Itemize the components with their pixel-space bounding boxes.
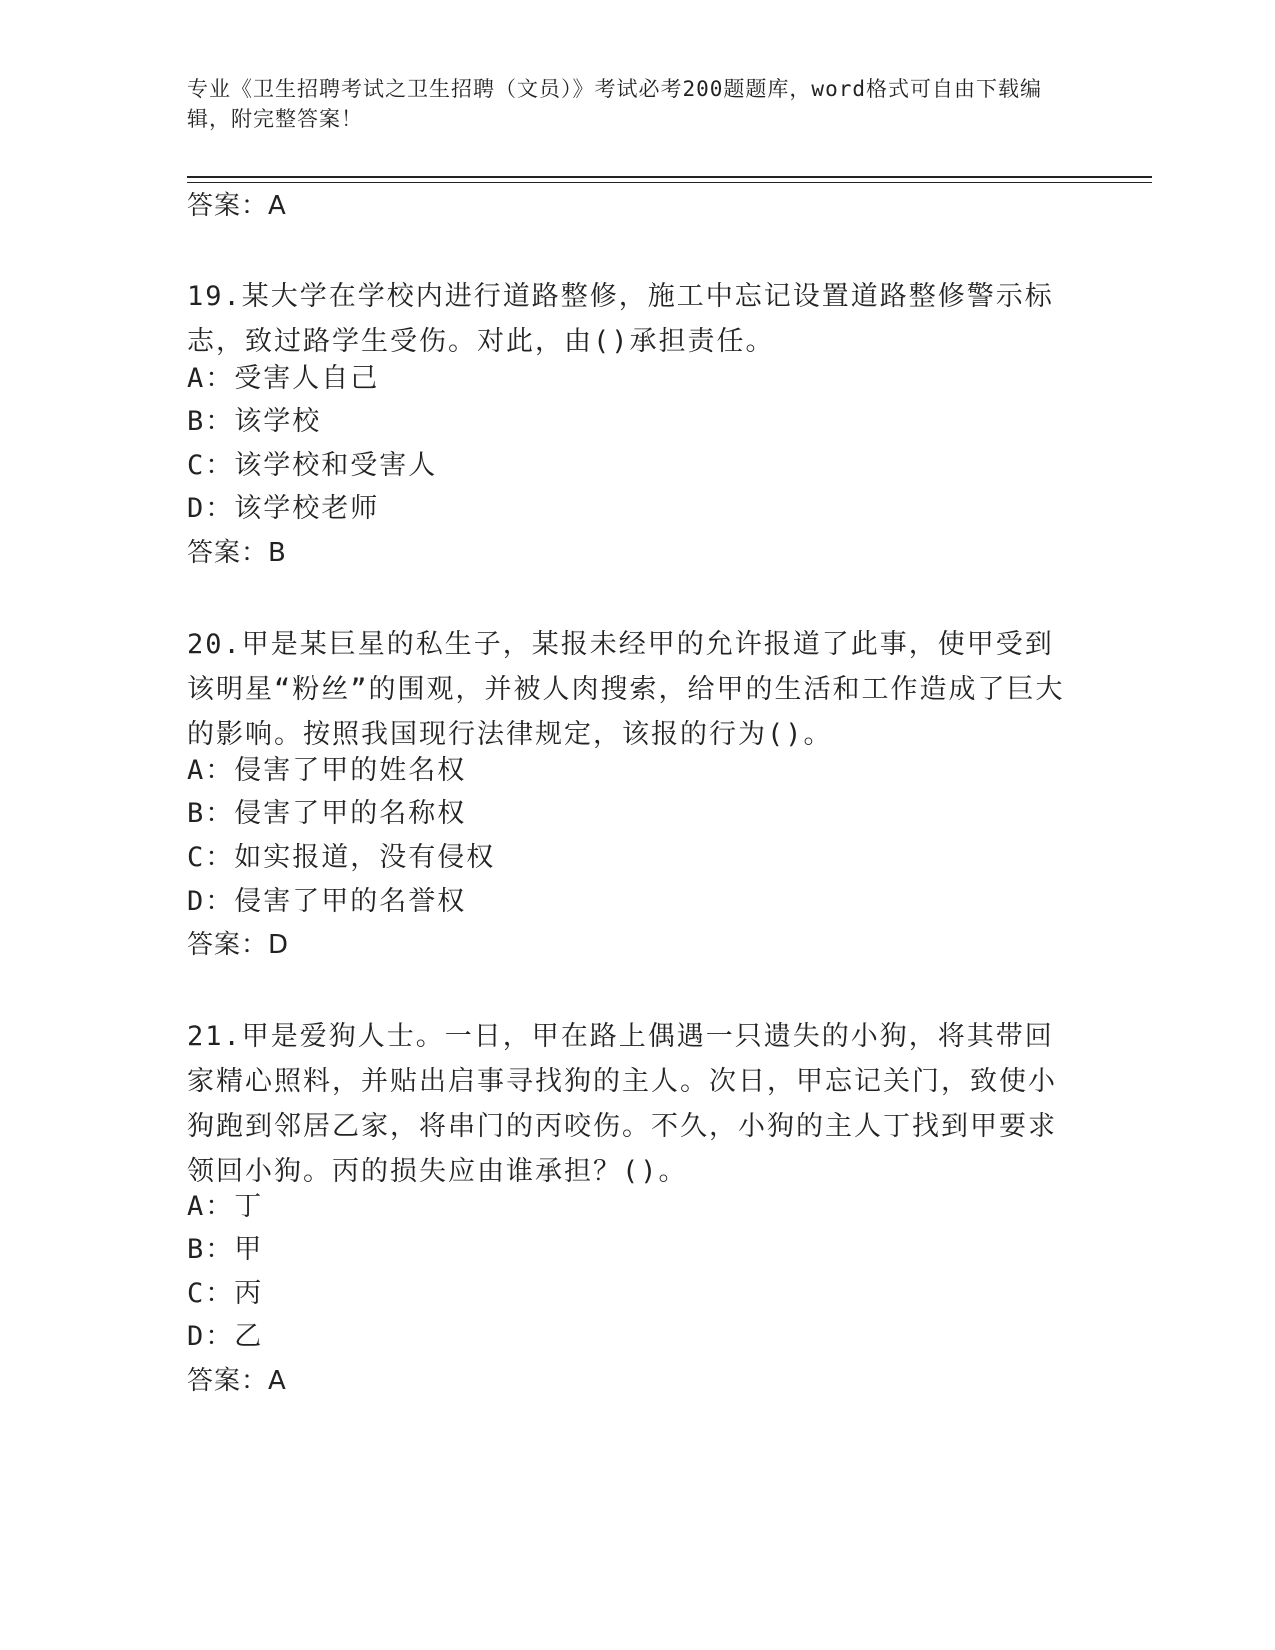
question-20-text: 20.甲是某巨星的私生子，某报未经甲的允许报道了此事，使甲受到该明星“粉丝”的围观，并被人肉搜索，给甲的生活和工作造成了巨大的影响。按照我国现行法律规定，该报的行为()。 [187,629,1065,750]
question-21-text: 21.甲是爱狗人士。一日，甲在路上偶遇一只遗失的小狗，将其带回家精心照料，并贴出启事寻找狗的主人。次日，甲忘记关门，致使小狗跑到邻居乙家，将串门的丙咬伤。不久，小狗的主人丁找到甲要求领回小狗。丙的损失应由谁承担？()。 [187,1021,1057,1187]
document-header: 专业《卫生招聘考试之卫生招聘（文员）》考试必考200题题库，word格式可自由下载编辑，附完整答案！ [187,77,1042,131]
question-21-answer: 答案：A [187,1366,287,1396]
question-20-option-c: C：如实报道，没有侵权 [187,842,496,873]
question-20-answer: 答案：D [187,930,290,960]
question-19-text: 19.某大学在学校内进行道路整修，施工中忘记设置道路整修警示标志，致过路学生受伤。对此，由()承担责任。 [187,281,1054,357]
question-21-option-a: A：丁 [187,1191,264,1222]
question-20-option-b: B：侵害了甲的名称权 [187,798,467,829]
header-divider-thin [187,182,1152,183]
question-19-option-a: A：受害人自己 [187,363,380,394]
answer-line: 答案：A [187,191,287,221]
question-21-option-b: B：甲 [187,1234,264,1265]
question-19-option-b: B：该学校 [187,406,322,437]
question-20-option-d: D：侵害了甲的名誉权 [187,886,467,917]
question-19-answer: 答案：B [187,538,287,568]
question-19-option-c: C：该学校和受害人 [187,450,438,481]
header-divider-thick [187,176,1152,178]
question-21-option-c: C：丙 [187,1278,264,1309]
question-19-option-d: D：该学校老师 [187,493,380,524]
question-20-option-a: A：侵害了甲的姓名权 [187,755,467,786]
question-21-option-d: D：乙 [187,1321,264,1352]
